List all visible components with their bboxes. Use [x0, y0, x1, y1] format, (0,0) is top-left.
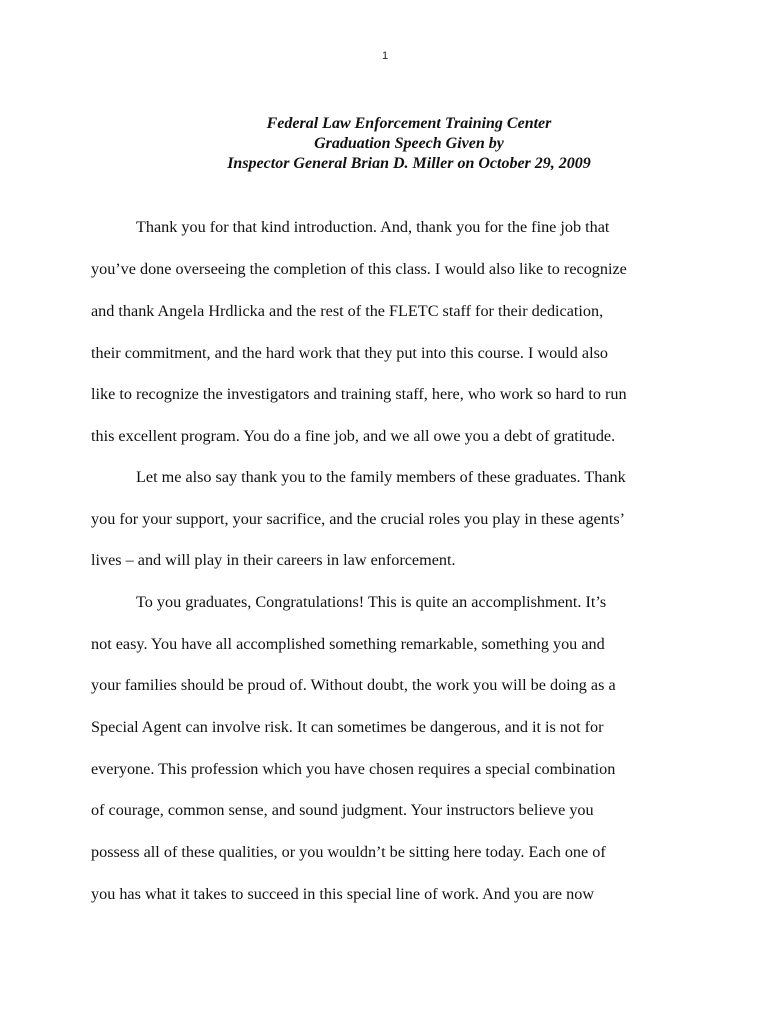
body-line: and thank Angela Hrdlicka and the rest of the FLETC staff for their dedication,: [91, 302, 604, 320]
body-line: this excellent program. You do a fine job, and we all owe you a debt of gratitude.: [91, 427, 616, 445]
body-line: of courage, common sense, and sound judgment. Your instructors believe you: [91, 801, 594, 819]
body-line: everyone. This profession which you have chosen requires a special combination: [91, 760, 616, 778]
title-line-2: Graduation Speech Given by: [314, 135, 504, 152]
body-line: your families should be proud of. Without doubt, the work you will be doing as a: [91, 676, 616, 694]
body-line: lives – and will play in their careers in law enforcement.: [91, 551, 456, 569]
page-number: 1: [381, 50, 389, 62]
title-line-3: Inspector General Brian D. Miller on October 29, 2009: [227, 155, 591, 172]
title-line-1: Federal Law Enforcement Training Center: [266, 115, 552, 132]
body-line: not easy. You have all accomplished something remarkable, something you and: [91, 635, 605, 653]
body-line: their commitment, and the hard work that they put into this course. I would also: [91, 344, 608, 362]
body-line: Let me also say thank you to the family members of these graduates. Thank: [136, 468, 626, 486]
body-line: Special Agent can involve risk. It can sometimes be dangerous, and it is not for: [91, 718, 604, 736]
body-line: you’ve done overseeing the completion of this class. I would also like to recognize: [91, 260, 627, 278]
body-line: you for your support, your sacrifice, and the crucial roles you play in these agents’: [91, 510, 626, 528]
body-line: like to recognize the investigators and training staff, here, who work so hard to run: [91, 385, 627, 403]
body-line: To you graduates, Congratulations! This is quite an accomplishment. It’s: [136, 593, 607, 611]
body-line: possess all of these qualities, or you wouldn’t be sitting here today. Each one of: [91, 843, 606, 861]
document-title: [0, 114, 770, 174]
body-line: Thank you for that kind introduction. And, thank you for the fine job that: [136, 218, 610, 236]
body-line: you has what it takes to succeed in this special line of work. And you are now: [91, 885, 595, 903]
